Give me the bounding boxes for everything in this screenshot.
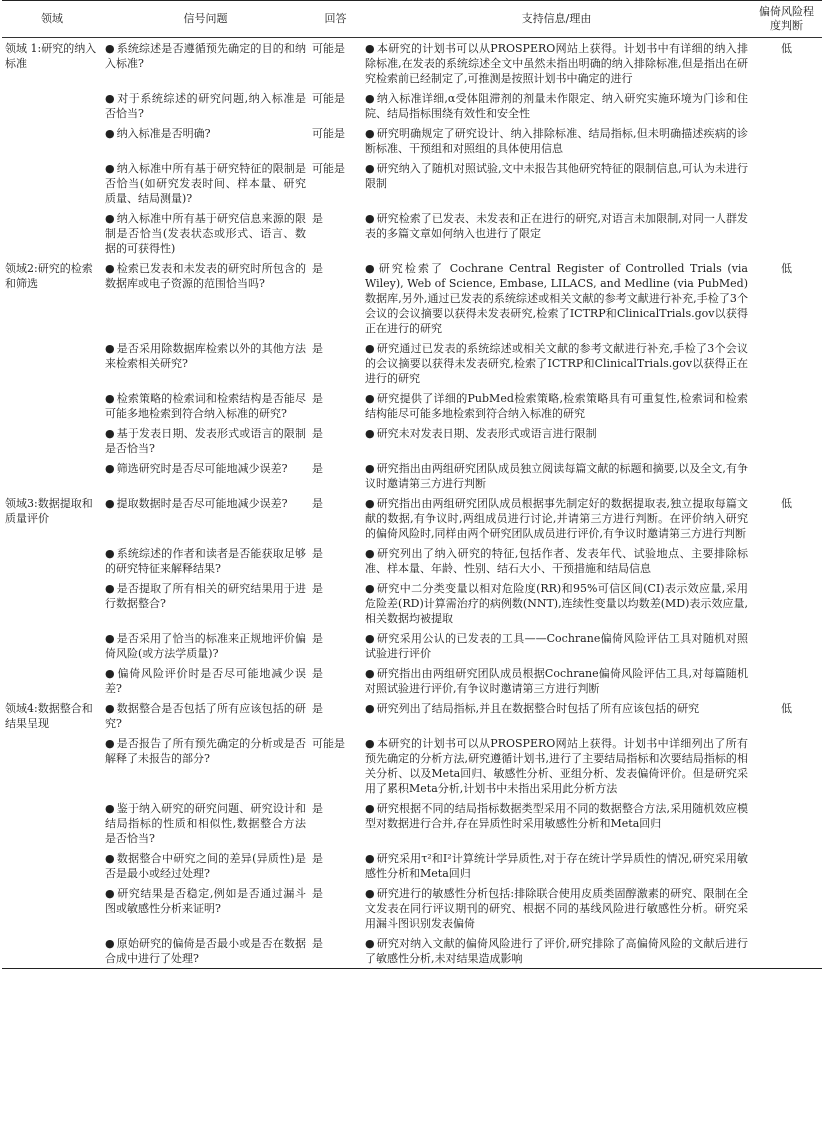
table-row [2,543,822,578]
answer: 是 [312,632,323,645]
signal-question-cell [102,628,309,663]
support-info-cell [362,38,751,89]
signal-question-cell [102,733,309,798]
support-info-cell [362,698,751,733]
table-row [2,698,822,733]
bullet-icon: ● [365,262,377,275]
signal-question-cell [102,208,309,258]
signal-question: 数据整合是否包括了所有应该包括的研究? [105,702,306,730]
signal-question: 筛选研究时是否尽可能地减少误差? [116,462,288,475]
support-info: 研究列出了纳入研究的特征,包括作者、发表年代、试验地点、主要排除标准、样本量、年龄、性别、结石大小、干预措施和结局信息 [365,547,748,575]
answer: 是 [312,212,323,225]
answer: 可能是 [312,162,345,175]
domain-cell-empty [2,88,102,123]
support-info: 研究通过已发表的系统综述或相关文献的参考文献进行补充,手检了3个会议的会议摘要以获得未发表研究,检索了ICTRP和ClinicalTrials.gov以获得正在进行的研究 [365,342,748,385]
signal-question-cell [102,663,309,698]
bullet-icon: ● [365,127,375,140]
signal-question-cell [102,38,309,89]
answer: 是 [312,462,323,475]
signal-question-cell [102,123,309,158]
support-info-cell [362,338,751,388]
domain-cell-empty [2,158,102,208]
bullet-icon: ● [365,497,375,510]
table-row [2,798,822,848]
table-row [2,628,822,663]
signal-question-cell [102,698,309,733]
signal-question: 鉴于纳入研究的研究问题、研究设计和结局指标的性质和相似性,数据整合方法是否恰当? [105,802,306,845]
judgement-cell-empty [751,458,822,493]
table-row [2,258,822,338]
bullet-icon: ● [365,887,375,900]
support-info-cell [362,933,751,969]
answer: 是 [312,702,323,715]
signal-question: 是否采用除数据库检索以外的其他方法来检索相关研究? [105,342,306,370]
support-info: 研究指出由两组研究团队成员根据事先制定好的数据提取表,独立提取每篇文献的数据,有争议时,两组成员进行讨论,并请第三方进行判断。在评价纳入研究的偏倚风险时,同样由两个研究团队成员进行评价,有争议时邀请第三方进行判断 [365,497,748,540]
support-info-cell [362,458,751,493]
risk-judgement: 低 [781,497,792,510]
bullet-icon: ● [365,582,375,595]
answer: 是 [312,427,323,440]
support-info: 研究检索了 Cochrane Central Register of Controlled Trials (via Wiley), Web of Science, Embase, LILACS, and Medline (via PubMed)数据库,另外,通过已发表的系统综述或相关文献的参考文献进行补充,手检了3个会议的会议摘要以获得未发表研究,检索了ICTRP和ClinicalTrials.gov以获得正在进行的研究 [365,262,748,335]
judgement-cell-empty [751,883,822,933]
support-info: 本研究的计划书可以从PROSPERO网站上获得。计划书中有详细的纳入排除标准,在发表的系统综述全文中虽然未指出明确的纳入排除标准,但是指出在研究检索前已经制定了,可推测是按照计划书中确定的进行 [365,42,748,85]
bullet-icon: ● [365,42,375,55]
bullet-icon: ● [365,937,375,950]
support-info: 研究指出由两组研究团队成员独立阅读每篇文献的标题和摘要,以及全文,有争议时邀请第三方进行判断 [365,462,748,490]
domain-cell-empty [2,798,102,848]
support-info: 研究明确规定了研究设计、纳入排除标准、结局指标,但未明确描述疾病的诊断标准、干预组和对照组的具体使用信息 [365,127,748,155]
table-row [2,158,822,208]
table-row [2,493,822,543]
signal-question: 研究结果是否稳定,例如是否通过漏斗图或敏感性分析来证明? [105,887,306,915]
domain-cell-empty [2,543,102,578]
bullet-icon: ● [365,342,375,355]
support-info-cell [362,208,751,258]
bullet-icon: ● [365,427,375,440]
bullet-icon: ● [105,632,115,645]
signal-question: 纳入标准是否明确? [116,127,211,140]
domain-label: 领域2:研究的检索和筛选 [5,262,93,290]
signal-question-cell [102,88,309,123]
judgement-cell-empty [751,158,822,208]
support-info-cell [362,848,751,883]
support-info-cell [362,798,751,848]
bullet-icon: ● [365,632,375,645]
domain-label: 领域 1:研究的纳入标准 [5,42,97,70]
bullet-icon: ● [365,667,375,680]
judgement-cell-empty [751,733,822,798]
table-row [2,458,822,493]
judgement-cell-empty [751,123,822,158]
bullet-icon: ● [105,937,115,950]
bullet-icon: ● [105,212,115,225]
domain-cell-empty [2,388,102,423]
bullet-icon: ● [365,702,375,715]
bullet-icon: ● [105,127,115,140]
bullet-icon: ● [365,737,375,750]
table-row [2,733,822,798]
answer: 是 [312,802,323,815]
table-row [2,388,822,423]
answer: 可能是 [312,42,345,55]
bullet-icon: ● [105,427,115,440]
domain-cell-empty [2,883,102,933]
signal-question: 对于系统综述的研究问题,纳入标准是否恰当? [105,92,306,120]
answer: 是 [312,887,323,900]
signal-question-cell [102,933,309,969]
support-info-cell [362,628,751,663]
support-info: 研究采用公认的已发表的工具——Cochrane偏倚风险评估工具对随机对照试验进行评价 [365,632,748,660]
support-info: 本研究的计划书可以从PROSPERO网站上获得。计划书中详细列出了所有预先确定的分析方法,研究遵循计划书,进行了主要结局指标和次要结局指标的相关分析、以及Meta回归、敏感性分析、亚组分析、发表偏倚评价。但是研究采用了累积Meta分析,计划书中未指出采用此分析方法 [365,737,748,795]
bullet-icon: ● [105,852,115,865]
table-row [2,338,822,388]
signal-question-cell [102,458,309,493]
table-row [2,883,822,933]
signal-question-cell [102,388,309,423]
judgement-cell-empty [751,798,822,848]
signal-question-cell [102,158,309,208]
answer: 是 [312,342,323,355]
signal-question: 纳入标准中所有基于研究特征的限制是否恰当(如研究发表时间、样本量、研究质量、结局测量)? [105,162,306,205]
answer: 可能是 [312,737,345,750]
bullet-icon: ● [105,547,115,560]
signal-question-cell [102,883,309,933]
domain-cell-empty [2,338,102,388]
header-judgement: 偏倚风险程度判断 [751,1,822,38]
support-info: 研究未对发表日期、发表形式或语言进行限制 [376,427,597,440]
bullet-icon: ● [105,92,116,105]
bullet-icon: ● [105,802,115,815]
bullet-icon: ● [365,212,375,225]
bullet-icon: ● [105,887,116,900]
signal-question-cell [102,338,309,388]
judgement-cell-empty [751,628,822,663]
judgement-cell-empty [751,578,822,628]
bullet-icon: ● [105,392,115,405]
support-info-cell [362,663,751,698]
signal-question-cell [102,543,309,578]
bullet-icon: ● [365,92,375,105]
support-info: 研究进行的敏感性分析包括:排除联合使用皮质类固醇激素的研究、限制在全文发表在同行评议期刊的研究、根据不同的基线风险进行敏感性分析。研究采用漏斗图识别发表偏倚 [365,887,748,930]
support-info-cell [362,543,751,578]
judgement-cell-empty [751,208,822,258]
support-info: 研究列出了结局指标,并且在数据整合时包括了所有应该包括的研究 [376,702,700,715]
domain-cell-empty [2,663,102,698]
bullet-icon: ● [365,392,375,405]
bullet-icon: ● [365,852,375,865]
answer: 可能是 [312,92,345,105]
domain-cell-empty [2,208,102,258]
signal-question-cell [102,423,309,458]
table-row [2,578,822,628]
judgement-cell-empty [751,543,822,578]
signal-question: 是否提取了所有相关的研究结果用于进行数据整合? [105,582,306,610]
support-info-cell [362,388,751,423]
header-support: 支持信息/理由 [362,1,751,38]
answer: 是 [312,547,323,560]
judgement-cell-empty [751,848,822,883]
judgement-cell-empty [751,388,822,423]
judgement-cell-empty [751,88,822,123]
support-info: 研究采用τ²和I²计算统计学异质性,对于存在统计学异质性的情况,研究采用敏感性分析和Meta回归 [365,852,748,880]
signal-question: 系统综述的作者和读者是否能获取足够的研究特征来解释结果? [105,547,306,575]
bullet-icon: ● [105,582,115,595]
answer: 是 [312,852,323,865]
support-info-cell [362,578,751,628]
signal-question: 提取数据时是否尽可能地减少误差? [116,497,288,510]
signal-question-cell [102,493,309,543]
table-row [2,848,822,883]
support-info-cell [362,733,751,798]
signal-question: 是否报告了所有预先确定的分析或是否解释了未报告的部分? [105,737,306,765]
bullet-icon: ● [105,667,116,680]
answer: 是 [312,582,323,595]
header-domain: 领域 [2,1,102,38]
judgement-cell-empty [751,338,822,388]
support-info: 研究纳入了随机对照试验,文中未报告其他研究特征的限制信息,可认为未进行限制 [365,162,748,190]
support-info: 研究提供了详细的PubMed检索策略,检索策略具有可重复性,检索词和检索结构能尽可能多地检索到符合纳入标准的研究 [365,392,748,420]
bullet-icon: ● [365,162,375,175]
support-info-cell [362,88,751,123]
domain-cell-empty [2,423,102,458]
signal-question: 检索已发表和未发表的研究时所包含的数据库或电子资源的范围恰当吗? [105,262,306,290]
support-info: 研究对纳入文献的偏倚风险进行了评价,研究排除了高偏倚风险的文献后进行了敏感性分析,未对结果造成影响 [365,937,748,965]
bullet-icon: ● [105,162,115,175]
signal-question: 偏倚风险评价时是否尽可能地减少误差? [105,667,306,695]
signal-question-cell [102,848,309,883]
header-answer: 回答 [309,1,362,38]
header-question: 信号问题 [102,1,309,38]
answer: 是 [312,667,323,680]
answer: 是 [312,262,323,275]
domain-cell-empty [2,733,102,798]
answer: 是 [312,497,323,510]
signal-question: 基于发表日期、发表形式或语言的限制是否恰当? [105,427,306,455]
signal-question: 系统综述是否遵循预先确定的目的和纳入标准? [105,42,306,70]
support-info-cell [362,493,751,543]
answer: 是 [312,937,323,950]
domain-cell-empty [2,933,102,969]
signal-question: 检索策略的检索词和检索结构是否能尽可能多地检索到符合纳入标准的研究? [105,392,306,420]
signal-question-cell [102,578,309,628]
signal-question: 纳入标准中所有基于研究信息来源的限制是否恰当(发表状态或形式、语言、数据的可获得性) [105,212,306,255]
signal-question: 数据整合中研究之间的差异(异质性)是否是最小或经过处理? [105,852,306,880]
bullet-icon: ● [105,497,115,510]
risk-judgement: 低 [781,42,792,55]
domain-label: 领域4:数据整合和结果呈现 [5,702,93,730]
domain-cell-empty [2,123,102,158]
bullet-icon: ● [105,42,115,55]
table-row [2,423,822,458]
table-row [2,123,822,158]
bullet-icon: ● [365,547,376,560]
bullet-icon: ● [365,802,375,815]
judgement-cell-empty [751,663,822,698]
domain-cell-empty [2,628,102,663]
support-info: 纳入标准详细,α受体阻滞剂的剂量未作限定、纳入研究实施环境为门诊和住院、结局指标围绕有效性和安全性 [365,92,748,120]
support-info-cell [362,258,751,338]
signal-question-cell [102,798,309,848]
bullet-icon: ● [105,342,115,355]
table-row [2,88,822,123]
signal-question: 是否采用了恰当的标准来正规地评价偏倚风险(或方法学质量)? [105,632,306,660]
signal-question-cell [102,258,309,338]
table-row [2,208,822,258]
support-info: 研究指出由两组研究团队成员根据Cochrane偏倚风险评估工具,对每篇随机对照试验进行评价,有争议时邀请第三方进行判断 [365,667,748,695]
judgement-cell-empty [751,933,822,969]
bullet-icon: ● [105,702,115,715]
bullet-icon: ● [105,262,115,275]
risk-judgement: 低 [781,702,792,715]
support-info: 研究根据不同的结局指标数据类型采用不同的数据整合方法,采用随机效应模型对数据进行合并,存在异质性时采用敏感性分析和Meta回归 [365,802,748,830]
domain-label: 领域3:数据提取和质量评价 [5,497,93,525]
bullet-icon: ● [365,462,375,475]
domain-cell-empty [2,458,102,493]
domain-cell-empty [2,578,102,628]
support-info-cell [362,423,751,458]
support-info-cell [362,883,751,933]
support-info-cell [362,123,751,158]
support-info: 研究中二分类变量以相对危险度(RR)和95%可信区间(CI)表示效应量,采用危险差(RD)计算需治疗的病例数(NNT),连续性变量以均数差(MD)表示效应量,相关数据均被提取 [365,582,748,625]
risk-of-bias-table [2,0,822,969]
table-row [2,38,822,89]
support-info-cell [362,158,751,208]
judgement-cell-empty [751,423,822,458]
support-info: 研究检索了已发表、未发表和正在进行的研究,对语言未加限制,对同一人群发表的多篇文章如何纳入也进行了限定 [365,212,748,240]
table-row [2,933,822,969]
signal-question: 原始研究的偏倚是否最小或是否在数据合成中进行了处理? [105,937,306,965]
bullet-icon: ● [105,737,115,750]
table-body [2,38,822,969]
bullet-icon: ● [105,462,115,475]
risk-judgement: 低 [781,262,792,275]
answer: 是 [312,392,323,405]
table-header-row [2,1,822,38]
answer: 可能是 [312,127,345,140]
table-row [2,663,822,698]
domain-cell-empty [2,848,102,883]
